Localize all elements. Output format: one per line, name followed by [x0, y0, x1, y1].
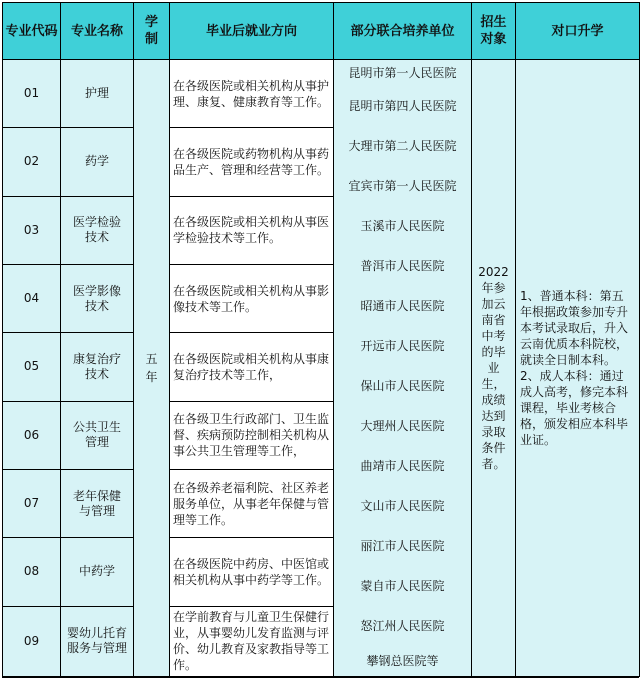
table-row [3, 60, 640, 128]
unit-item: 开远市人民医院 [360, 339, 445, 353]
header-duration: 学制 [134, 3, 170, 60]
unit-item: 攀钢总医院等 [366, 654, 439, 668]
unit-item: 保山市人民医院 [360, 379, 445, 393]
duration-cell: 五年 [134, 60, 170, 677]
major-code: 09 [3, 606, 61, 676]
unit-item: 曲靖市人民医院 [360, 459, 445, 473]
unit-item: 昆明市第一人民医院 [348, 66, 457, 80]
unit-item: 大理州人民医院 [360, 419, 445, 433]
header-upgrade: 对口升学 [516, 3, 640, 60]
unit-item: 昭通市人民医院 [360, 299, 445, 313]
upgrade-cell: 1、普通本科：第五年根据政策参加专升本考试录取后，升入云南优质本科院校，就读全日制本科。 2、成人本科：通过成人高考，修完本科课程，毕业考核合格，颁发相应本科毕业证。 [516, 60, 640, 677]
unit-item: 昆明市第四人民医院 [348, 99, 457, 113]
job-direction: 在各级医院或相关机构从事影像技术等工作。 [170, 264, 334, 332]
unit-item: 文山市人民医院 [360, 499, 445, 513]
major-code: 04 [3, 264, 61, 332]
major-name: 公共卫生管理 [61, 401, 134, 469]
major-name: 药学 [61, 128, 134, 196]
job-direction: 在各级养老福利院、社区养老服务单位，从事老年保健与管理等工作。 [170, 469, 334, 537]
job-direction: 在各级医院或药物机构从事药品生产、管理和经营等工作。 [170, 128, 334, 196]
unit-item: 丽江市人民医院 [360, 539, 445, 553]
major-code: 08 [3, 538, 61, 606]
unit-item: 玉溪市人民医院 [360, 219, 445, 233]
header-units: 部分联合培养单位 [334, 3, 472, 60]
target-cell: 2022年参加云南省中考的毕业生，成绩达到录取条件者。 [472, 60, 516, 677]
major-code: 03 [3, 196, 61, 264]
header-direction: 毕业后就业方向 [170, 3, 334, 60]
major-name: 医学影像技术 [61, 264, 134, 332]
major-name: 老年保健与管理 [61, 469, 134, 537]
unit-item: 怒江州人民医院 [360, 619, 445, 633]
major-name: 康复治疗技术 [61, 333, 134, 401]
job-direction: 在各级医院中药房、中医馆或相关机构从事中药学等工作。 [170, 538, 334, 606]
unit-item: 蒙自市人民医院 [360, 579, 445, 593]
header-row [3, 3, 640, 60]
major-code: 07 [3, 469, 61, 537]
job-direction: 在学前教育与儿童卫生保健行业，从事婴幼儿发育监测与评价、幼儿教育及家教指导等工作。 [170, 606, 334, 676]
major-code: 06 [3, 401, 61, 469]
header-target: 招生对象 [472, 3, 516, 60]
major-name: 婴幼儿托育服务与管理 [61, 606, 134, 676]
major-table [2, 2, 640, 677]
unit-item: 宜宾市第一人民医院 [348, 179, 457, 193]
job-direction: 在各级医院或相关机构从事护理、康复、健康教育等工作。 [170, 60, 334, 128]
job-direction: 在各级卫生行政部门、卫生监督、疾病预防控制相关机构从事公共卫生管理等工作， [170, 401, 334, 469]
header-name: 专业名称 [61, 3, 134, 60]
major-code: 02 [3, 128, 61, 196]
job-direction: 在各级医院或相关机构从事医学检验技术等工作。 [170, 196, 334, 264]
major-code: 05 [3, 333, 61, 401]
major-name: 医学检验技术 [61, 196, 134, 264]
major-name: 中药学 [61, 538, 134, 606]
major-name: 护理 [61, 60, 134, 128]
header-code: 专业代码 [3, 3, 61, 60]
major-code: 01 [3, 60, 61, 128]
unit-item: 大理市第二人民医院 [348, 139, 457, 153]
unit-item: 普洱市人民医院 [360, 259, 445, 273]
units-cell [334, 60, 472, 677]
job-direction: 在各级医院或相关机构从事康复治疗技术等工作， [170, 333, 334, 401]
